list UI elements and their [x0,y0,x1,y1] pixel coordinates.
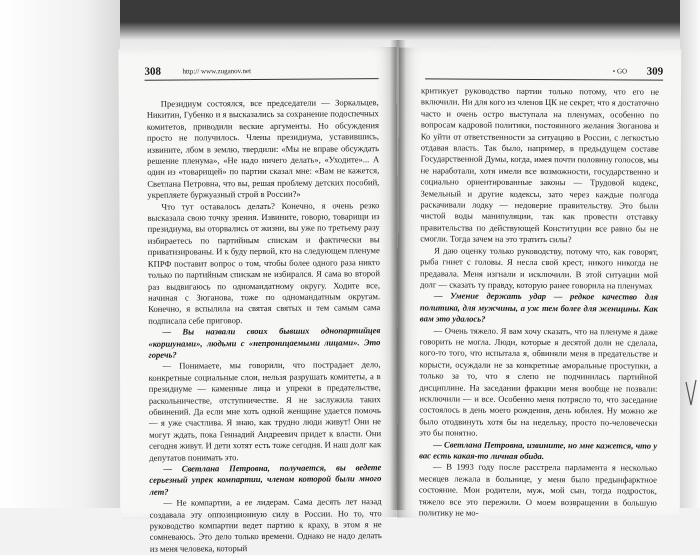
interview-question: — Светлана Петровна, получается, вы ведете серьезный упрек компартии, членом которой были много лет? [149,462,382,497]
paragraph: критикует руководство партии только потому, что его не включили. Ни для кого из членов ЦК не секрет, что я достаточно часто и очень остро выступала на пленумах, особенно по вопросам кадровой политики, постоянного желания Зюганова и Ко уйти от ответственности за ситуацию в России, с легкостью отдавая власть. Так было, например, в предыдущем составе Государственной Думы, когда, имея почти половину голосов, мы не наработали, хотя имели все возможности, государственно и социально ориентированные законы — Трудовой кодекс, Земельный и другие кодексы, зато через каждые полгода раскачивали лодку — недоверие правительству. Это были чистой воды манипуляции, так как провести отставку правительства по действующей Конституции все равно бы не смогли. Тогда зачем на это тратить силы? [420,85,660,245]
left-header-rule [145,78,379,81]
paragraph: — Не компартии, а ее лидерам. Сама десять лет назад создавала эту оппозиционную силу в России. Но то, что руководство компартии ведет партию к краху, в этом я не сомневаюсь. Это дело только времени. Однако не надо делать из меня человека, который [149,496,382,554]
paragraph: — В 1993 году после расстрела парламента я несколько месяцев лежала в больнице, у меня было предынфарктное состояние. Мои родители, муж, мой сын, тогда подросток, тяжело все это пережили. О моем возвращении в большую политику не мо- [418,461,658,518]
left-page [118,47,399,554]
paragraph: — Очень тяжело. Я вам хочу сказать, что на пленуме я даже говорить не могла. Люди, которые я десятой доли не сделала, кого-то того, что испытала я, обвиняли меня в предательстве и корысти, осуждали не за конкретные аморальные проступки, а только за то, что я слепо не подчинилась партийной дисциплине. На заседании фракции меня вообще не позвали: исключили — и все. Особенно меня потрясло то, что заседание состоялось в день моего рождения, день юбилея. Ну можно же было отодвинуть хотя бы на недельку, просто по-человечески это бы понятно. [419,324,658,438]
right-website: • GO [612,67,628,76]
paragraph: Что тут оставалось делать? Конечно, я очень резко высказала свою точку зрения. Извините, говорю, товарищи из президиума, вы оторвались от жизни, вы уже по третьему разу избираетесь по партийным спискам и фактически вы приватизированы. И к буду первой, кто на следующем пленуме КПРФ поставит вопрос о том, чтобы более одного раза никто только по партийным спискам не избирался. Я сама во второй раз выдвигаюсь по одномандатному округу. Ходите все, начиная с Зюганова, тоже по одномандатным округам. Конечно, я вспылила на святая святых и тем самым сама подписала себе приговор. [147,199,381,326]
right-header-rule [425,78,663,80]
interview-question: — Вы назвали своих бывших однопартийцев «коршунами», людьми с «непроницаемыми лицами». Это горечь? [148,325,381,360]
scanner-bed-left [0,0,120,508]
right-page-number: 309 [646,65,664,78]
paragraph: Я даю оценку только руководству, потому что, как говорят, рыба гниет с головы. Я несла свой крест, никого никогда не предавала. Меня изгнали и исключили. В этой ситуации мой долг — сказать ту правду, которую ранее говорила на пленумах [419,245,659,291]
right-body-text [419,85,659,520]
left-body-text [147,97,382,555]
right-page [397,47,681,518]
paragraph: Президиум состоялся, все председатели — Зоркальцев, Никитин, Губенко и я высказались за сохранение подоспечных комитетов, приводили веские аргументы. Но обсуждения просто не получилось. Члены президиума, уставившись, извините, лбом в землю, твердили: «Мы не вправе обсуждать решение пленума», «Не надо ничего делать», «Уходите»... А один из «товарищей» по партии сказал мне: «Вам не кажется, Светлана Петровна, что вы, решая проблему детских пособий, укрепляете буржуазный строй в России?» [146,97,380,201]
page-edge-right [680,0,700,508]
right-running-head [425,64,663,77]
left-running-head [144,64,378,78]
left-website: http:// www.zuganov.net [182,67,252,76]
interview-question: — Светлана Петровна, извините, но мне кажется, что у вас есть какая-то личная обида. [419,439,658,462]
paragraph: — Понимаете, мы говорили, что пострадает дело, конкретные социальные слои, нельзя разрушать комитеты, а в президиуме — каменные лица и упреки в предательстве, раскольничестве, отступничестве. Я не заслужила таких обвинений. Да если мне хоть одной женщине удается помочь — я уже счастлива. Я знаю, как трудно люди живут! Они не могут ждать, пока Геннадий Андреевич придет к власти. Они сегодня живут. И дети хотят есть тоже сегодня. И наш долг как депутатов понимать это. [148,359,382,463]
handwritten-check-mark [684,378,698,408]
left-page-number: 308 [144,65,162,78]
interview-question: — Умение держать удар — редкое качество для политика, для мужчины, а уж тем более для женщины. Как вам это удалось? [419,290,658,324]
